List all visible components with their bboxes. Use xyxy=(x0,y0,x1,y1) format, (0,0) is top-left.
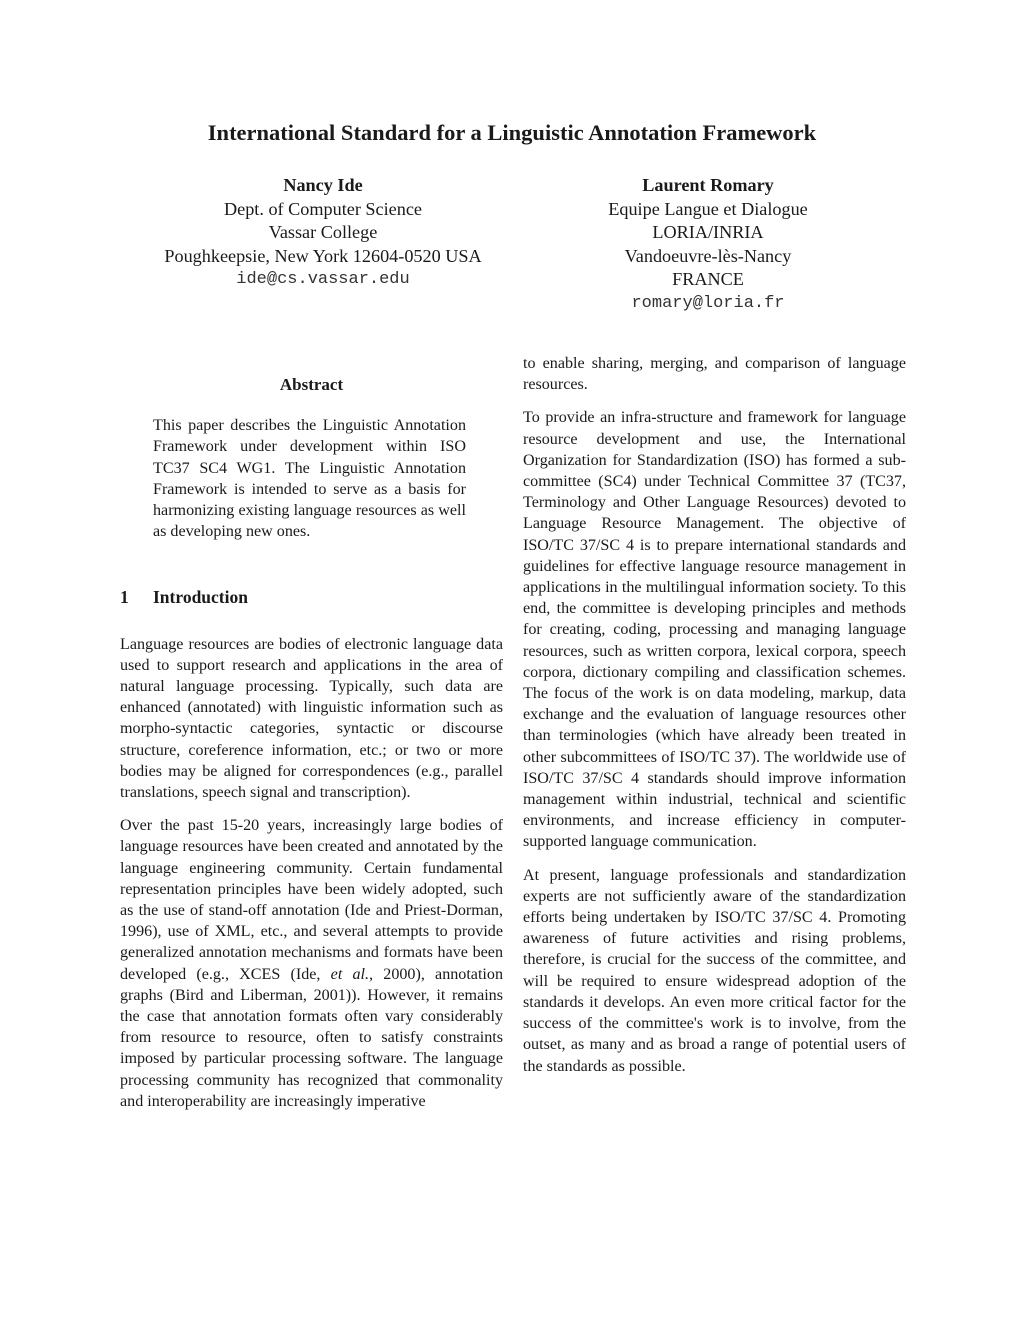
author-name: Nancy Ide xyxy=(283,175,363,195)
author-affiliation-line: FRANCE xyxy=(672,269,744,289)
author-affiliation-line: Dept. of Computer Science xyxy=(224,198,422,219)
author-email: romary@loria.fr xyxy=(631,293,785,313)
paragraph-text: 2000), annotation graphs (Bird and Liberman, 2001)). However, it remains the case that annotation formats often vary considerably from resource to resource, often to satisfy constraints imposed by particular processing software. The language processing community has recognized that commonality and interoperability are increasingly imperative xyxy=(120,965,503,1110)
paragraph: To provide an infra-structure and framework for language resource development and use, the International Organization for Standardization (ISO) has formed a sub-committee (SC4) under Technical Committee 37 (TC37, Terminology and Other Language Resources) devoted to Language Resource Management. The objective of ISO/TC 37/SC 4 is to prepare international standards and guidelines for effective language resource management in applications in the multilingual information society. To this end, the committee is developing principles and methods for creating, coding, processing and managing language resources, such as written corpora, lexical corpora, speech corpora, dictionary compiling and classification schemes. The focus of the work is on data modeling, markup, data exchange and the evaluation of language resources other than terminologies (which have already been treated in other subcommittees of ISO/TC 37). The worldwide use of ISO/TC 37/SC 4 standards should improve information management within industrial, technical and scientific environments, and increase efficiency in computer-supported language communication. xyxy=(523,409,906,851)
author-affiliation-line: Vandoeuvre-lès-Nancy xyxy=(624,245,792,266)
author-affiliation-line: LORIA/INRIA xyxy=(652,222,764,242)
section-title: Introduction xyxy=(153,587,248,608)
author-affiliation-line: Vassar College xyxy=(268,222,378,242)
paragraph xyxy=(120,815,503,1112)
paragraph: to enable sharing, merging, and comparison of language resources. xyxy=(523,355,906,394)
section-heading xyxy=(120,587,503,608)
paragraph: Language resources are bodies of electronic language data used to support research and applications in the area of natural language processing. Typically, such data are enhanced (annotated) with linguistic information such as morpho-syntactic categories, syntactic or discourse structure, coreference information, etc.; or two or more bodies may be aligned for correspondences (e.g., parallel translations, speech signal and transcription). xyxy=(120,635,503,802)
abstract-body: This paper describes the Linguistic Annotation Framework under development within ISO TC37 SC4 WG1. The Linguistic Annotation Framework is intended to serve as a basis for harmonizing existing language resources as well as developing new ones. xyxy=(153,417,466,541)
author-email: ide@cs.vassar.edu xyxy=(236,270,410,289)
paragraph-text: Over the past 15-20 years, increasingly large bodies of language resources have been created and annotated by the language engineering community. Certain fundamental representation principles have been widely adopted, such as the use of stand-off annotation (Ide and Priest-Dorman, 1996), use of XML, etc., and several attempts to provide generalized annotation mechanisms and formats have been developed (e.g., XCES (Ide, xyxy=(120,817,503,983)
author-block-1 xyxy=(120,174,526,292)
author-affiliation-line: Equipe Langue et Dialogue xyxy=(608,198,808,219)
author-block-2 xyxy=(525,174,891,315)
paper-title: International Standard for a Linguistic Annotation Framework xyxy=(207,120,817,145)
paragraph: At present, language professionals and standardization experts are not sufficiently aware of the standardization efforts being undertaken by ISO/TC 37/SC 4. Promoting awareness of future activities and rising problems, therefore, is crucial for the success of the committee, and will be required to ensure widespread adoption of the standards it develops. An even more critical factor for the success of the committee's work is to involve, from the outset, as many and as broad a range of potential users of the standards as possible. xyxy=(523,866,906,1075)
section-number: 1 xyxy=(120,587,129,608)
author-name: Laurent Romary xyxy=(642,175,774,195)
author-affiliation-line: Poughkeepsie, New York 12604-0520 USA xyxy=(164,245,482,266)
italic-citation: et al., xyxy=(330,965,374,983)
left-column xyxy=(120,374,503,1124)
abstract-heading: Abstract xyxy=(279,375,344,394)
right-column xyxy=(523,353,906,1089)
